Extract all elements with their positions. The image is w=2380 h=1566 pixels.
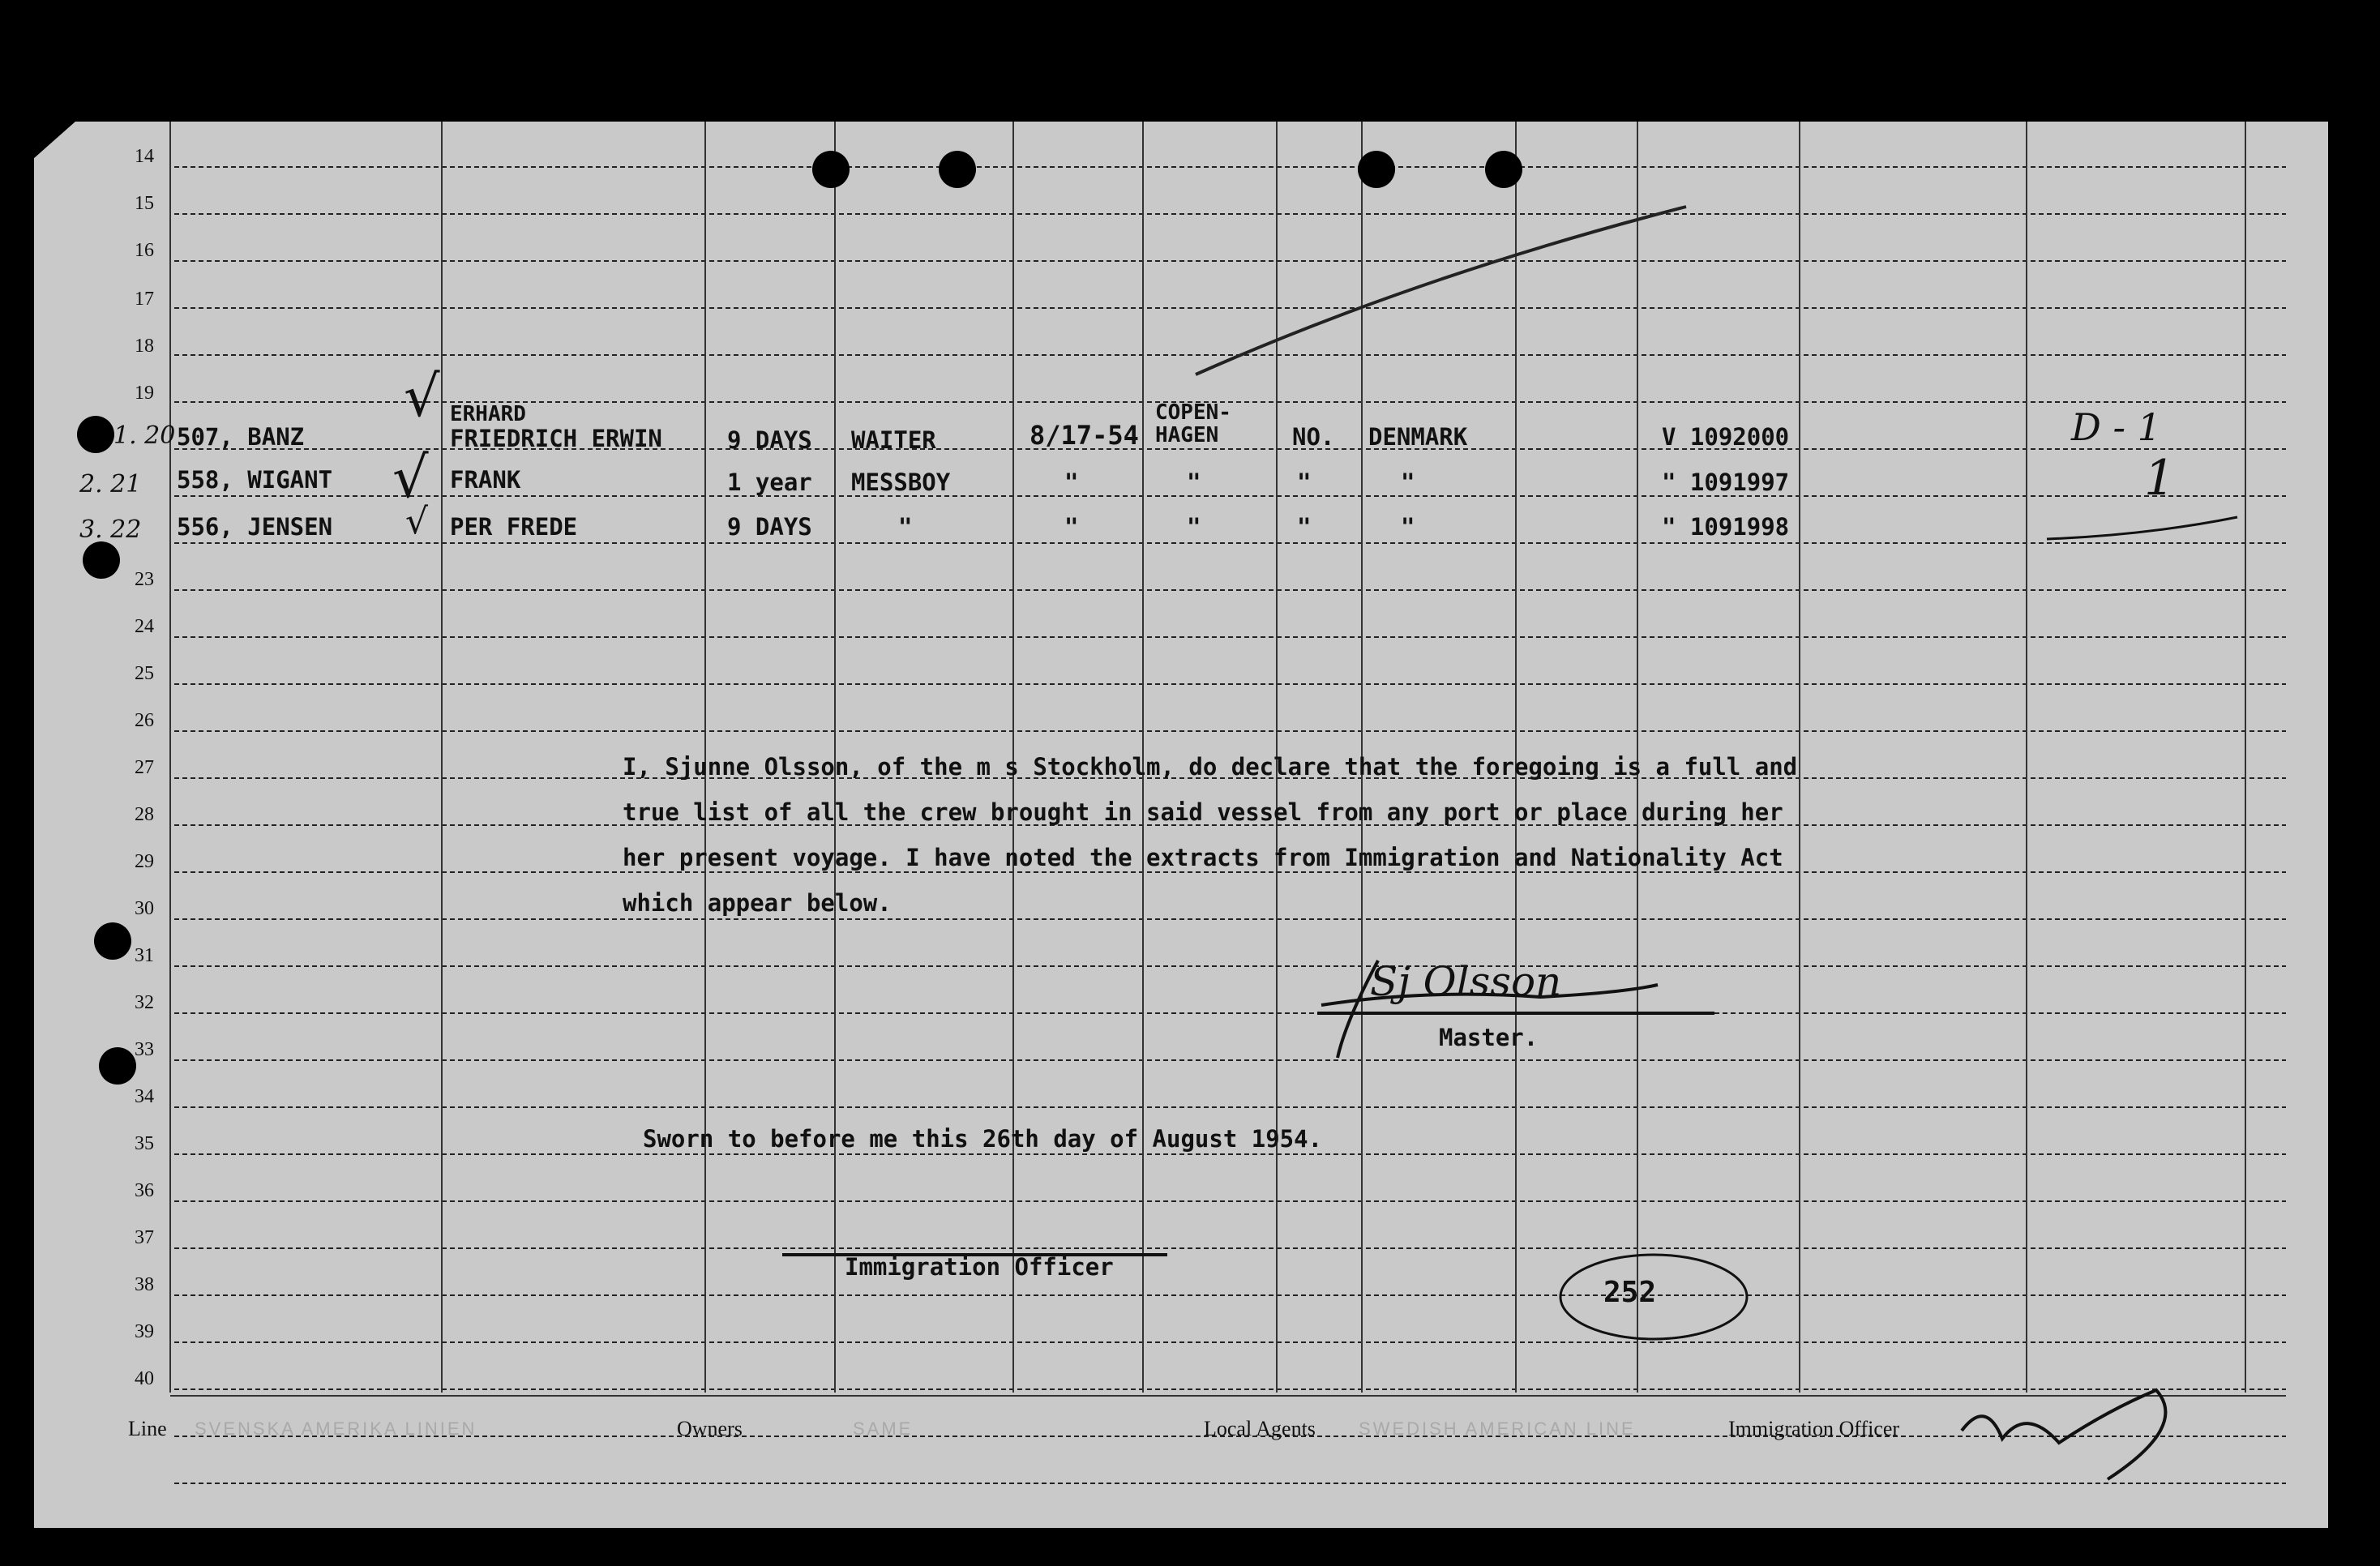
punch-hole xyxy=(939,151,976,188)
row-number-33: 33 xyxy=(135,1039,154,1060)
row-number-36: 36 xyxy=(135,1180,154,1201)
declaration-line: her present voyage. I have noted the extracts from Immigration and Nationality Act xyxy=(623,844,1783,871)
margin-note: D - 1 xyxy=(2071,405,2161,449)
card-and-surname: 507, BANZ xyxy=(177,423,305,451)
port-line-1: COPEN- xyxy=(1155,400,1231,425)
port: " xyxy=(1187,469,1201,496)
row-number-26: 26 xyxy=(135,710,154,731)
footer-agents-value: SWEDISH AMERICAN LINE xyxy=(1359,1418,1636,1439)
line-number: 3. 22 xyxy=(79,516,142,544)
nationality: " xyxy=(1401,513,1415,541)
row-number-30: 30 xyxy=(135,898,154,919)
given-names: FRANK xyxy=(450,466,521,494)
footer-officer-label: Immigration Officer xyxy=(1728,1417,1900,1440)
given-names: FRIEDRICH ERWIN xyxy=(450,425,662,452)
circled-number: 252 xyxy=(1603,1276,1657,1309)
sworn-statement: Sworn to before me this 26th day of August 1954. xyxy=(643,1125,1323,1153)
row-number-38: 38 xyxy=(135,1274,154,1295)
row-number-40: 40 xyxy=(135,1368,154,1389)
footer-owners-value: SAME xyxy=(853,1418,914,1439)
visa-number: " 1091997 xyxy=(1662,469,1790,496)
officer-signature xyxy=(1962,1390,2165,1479)
port: " xyxy=(1187,513,1201,541)
margin-flourish xyxy=(2047,517,2237,539)
card-and-surname: 556, JENSEN xyxy=(177,513,333,541)
punch-hole xyxy=(1485,151,1522,188)
row-number-15: 15 xyxy=(135,193,154,214)
signed-on-date: " xyxy=(1064,513,1079,541)
signed-on-date: " xyxy=(1064,469,1079,496)
row-number-32: 32 xyxy=(135,992,154,1013)
row-number-29: 29 xyxy=(135,851,154,872)
rating: WAITER xyxy=(851,426,936,454)
flag: " xyxy=(1297,513,1312,541)
footer-owners-label: Owners xyxy=(677,1417,743,1440)
master-label: Master. xyxy=(1439,1024,1539,1051)
check-mark: √ xyxy=(404,363,440,430)
card-and-surname: 558, WIGANT xyxy=(177,466,333,494)
declaration-line: I, Sjunne Olsson, of the m s Stockholm, do declare that the foregoing is a full and xyxy=(623,753,1798,781)
immigration-officer-label: Immigration Officer xyxy=(845,1253,1114,1281)
row-number-27: 27 xyxy=(135,757,154,778)
row-number-18: 18 xyxy=(135,336,154,357)
declaration xyxy=(623,744,1952,926)
row-number-31: 31 xyxy=(135,945,154,966)
duration: 9 DAYS xyxy=(727,513,812,541)
flag: " xyxy=(1297,469,1312,496)
line-number: 2. 21 xyxy=(79,470,142,498)
nationality: DENMARK xyxy=(1368,423,1468,451)
punch-hole xyxy=(77,416,114,453)
flag: NO. xyxy=(1292,423,1335,451)
row-number-24: 24 xyxy=(135,616,154,637)
footer-line-label: Line xyxy=(128,1417,167,1440)
rating: " xyxy=(898,513,913,541)
pen-stroke xyxy=(1196,207,1686,374)
duration: 1 year xyxy=(727,469,812,496)
given-names-line-1: ERHARD xyxy=(450,402,526,426)
row-number-35: 35 xyxy=(135,1133,154,1154)
row-number-28: 28 xyxy=(135,804,154,825)
row-number-17: 17 xyxy=(135,289,154,310)
port-line-2: HAGEN xyxy=(1155,423,1219,447)
duration: 9 DAYS xyxy=(727,426,812,454)
declaration-line: true list of all the crew brought in said vessel from any port or place during her xyxy=(623,798,1783,826)
visa-number: V 1092000 xyxy=(1662,423,1790,451)
punch-hole xyxy=(1358,151,1395,188)
line-number: 1. 20 xyxy=(113,421,176,450)
row-number-19: 19 xyxy=(135,383,154,404)
row-number-16: 16 xyxy=(135,240,154,261)
row-number-25: 25 xyxy=(135,663,154,684)
signed-on-date: 8/17-54 xyxy=(1029,420,1139,451)
row-number-34: 34 xyxy=(135,1086,154,1107)
check-mark: √ xyxy=(392,444,429,511)
check-mark: √ xyxy=(405,501,429,542)
margin-tally: 1 xyxy=(2144,450,2176,507)
rating: MESSBOY xyxy=(851,469,951,496)
nationality: " xyxy=(1401,469,1415,496)
given-names: PER FREDE xyxy=(450,513,578,541)
footer-agents-label: Local Agents xyxy=(1204,1417,1316,1440)
visa-number: " 1091998 xyxy=(1662,513,1790,541)
row-number-37: 37 xyxy=(135,1227,154,1248)
declaration-line: which appear below. xyxy=(623,889,892,917)
row-number-39: 39 xyxy=(135,1321,154,1342)
row-number-23: 23 xyxy=(135,569,154,590)
master-signature: Sj Olsson xyxy=(1370,958,1562,1005)
row-number-14: 14 xyxy=(135,146,154,167)
punch-hole xyxy=(812,151,850,188)
footer-line-value: SVENSKA AMERIKA LINIEN xyxy=(195,1418,477,1439)
